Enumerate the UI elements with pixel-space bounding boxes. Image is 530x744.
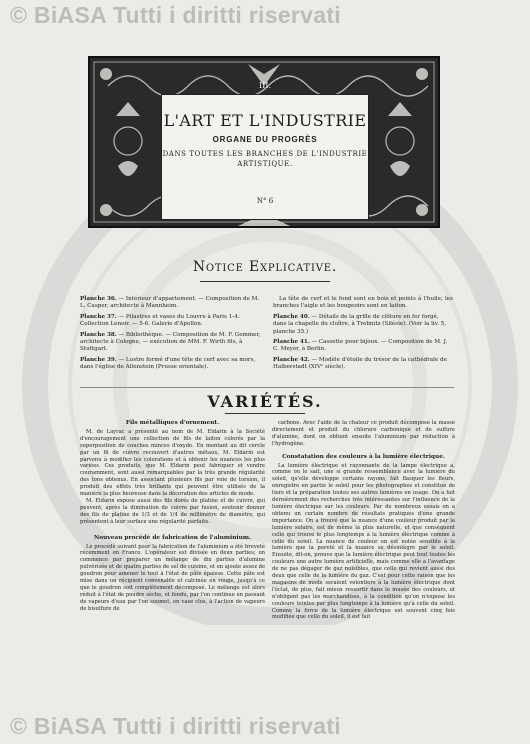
journal-title: L'ART ET L'INDUSTRIE — [163, 111, 367, 130]
plate-item — [273, 314, 453, 336]
notice-title: Notice Explicative. — [192, 259, 338, 275]
plate-label: Planche 36. — [80, 296, 117, 302]
article-paragraph: M. de Layrac a présenté au nom de M. Eldarin à la Société d'encouragement une collection de fils de laiton colorés par la superposition de couches minces d'oxyde. En montant au dit cercle par un fil de cuivre recouvert d'autres métaux, M. Eldarin est parvenu à modifier les colorations et à obtenir les nuances les plus variées. Ces produits, que M. Eldarin peut fabriquer et vendre couramment, sont aussi remarquables par la très grande régularité des tons obtenus. En associant plusieurs fils par voie de torsion, il produit des effets très brillants qui peuvent être utilisés de la manière la plus heureuse dans la décoration des articles de mode. — [80, 428, 265, 498]
volume-number: III. — [258, 81, 272, 90]
plate-label: Planche 38. — [80, 331, 117, 338]
section-divider — [80, 387, 454, 388]
notice-right-column — [273, 296, 453, 375]
plate-item — [80, 332, 265, 354]
masthead — [88, 56, 440, 228]
plate-text: — Cassette pour bijoux. — Composition de M. J. C. Meyer, à Berlin. — [273, 339, 448, 353]
plate-text: — Pilastres et vases du Louvre à Paris 1-4. Collection Lenoir. — 5-6. Galerie d'Apollon. — [80, 313, 240, 328]
notice-rule — [200, 281, 330, 282]
issue-number: N° 6 — [256, 197, 274, 205]
plate-note: La tête de cerf et le fond sont en bois et peints à l'huile; les branches l'aigle et les bougeoirs sont en laiton. — [273, 296, 453, 310]
notice-left-column — [80, 296, 265, 375]
plate-item — [273, 339, 453, 354]
varietes-rule — [225, 413, 305, 414]
plate-label: Planche 42. — [273, 356, 310, 363]
article-title: Nouveau procédé de fabrication de l'aluminium. — [94, 534, 251, 541]
plate-item — [80, 296, 265, 311]
journal-tagline-2: ARTISTIQUE. — [237, 160, 293, 168]
article-title: Constatation des couleurs à la lumière électrique. — [282, 453, 445, 460]
watermark-top: © BiASA Tutti i diritti riservati — [10, 2, 341, 28]
plate-label: Planche 37. — [80, 313, 117, 320]
plate-label: Planche 40. — [273, 313, 310, 320]
plate-label: Planche 41. — [273, 339, 310, 346]
journal-tagline-1: DANS TOUTES LES BRANCHES DE L'INDUSTRIE — [162, 150, 368, 158]
varietes-right-column — [272, 420, 455, 621]
journal-subtitle: ORGANE DU PROGRÈS — [212, 135, 318, 144]
varietes-title: VARIÉTÉS. — [207, 392, 323, 411]
plate-text: — Détails de la grille de clôture en fer forgé, dans la chapelle du cloître, à Trebnitz (Silésie). (Voir la liv. 5, planche 35.) — [273, 313, 447, 335]
plate-item — [80, 357, 265, 372]
plate-text: — Modèle d'étoile du trésor de la cathédrale de Halberstadt (XIVᵉ siècle). — [273, 356, 447, 371]
plate-text: — Bibliothèque. — Composition de M. F. Gemmer, architecte à Cologne, — exécution de MM. F. Wirth fils, à Stuttgart. — [80, 331, 261, 353]
plate-label: Planche 39. — [80, 356, 117, 363]
watermark-bottom: © BiASA Tutti i diritti riservati — [10, 713, 341, 739]
plate-item — [80, 314, 265, 329]
varietes-left-column — [80, 420, 265, 613]
article-paragraph: La lumière électrique et rayonnante de la lampe électrique a, comme on le sait, une si grande ressemblance avec la lumière du soleil, qu'elle développe certains rayons, fait flasquer les fleurs, enregistre en partie le soleil pour les photographes et constitue de tiers et la préparation toutes ses autres lumières en usage. On a fait dernièrement des recherches très intéressantes sur l'influence de la lumière électrique sur les couleurs. Par de nombreux essais on a obtenu un certain nombre de résultats pratiques d'une grande importance. On a trouvé que la nuance d'une couleur produit par la lumière solaire, est de même la plus naturelle, et que conséquent celle qui trouve le plus longtemps à la lumière électrique comme à celle du soleil. La nuance de couleur en est notée sensible à la lumière que la pureté et la nuance se désintègre par le soleil. Ensuite, dit-on, prouve que la lumière électrique peut tout toutes les couleurs une autre lumière artificielle, mais comme elle a l'avantage de ne pas dégager de gaz nuisibles, que celle qui revient aussi des deux que celle de la lumière du gaz. C'est pour cette raison que les magasins de mode seraient volontiers à la lumière électrique dont l'éclat, de plus, fait mieux ressortir dans le musée des couleurs, et n'obligent pas les marchandises, à la condition qu'on n'expose les couleurs teintes par plus longtemps à la lumière qu'à celle du soleil. Comme la force de la lumière électrique est souvent cinq fois modifiée que celle du soleil, il est fait — [272, 462, 455, 621]
article-title: Fils métalliques d'ornement. — [125, 420, 220, 426]
plate-text: — Lustre formé d'une tête de cerf avec sa mors, dans l'église de Allenstein (Prusse orientale). — [80, 356, 256, 371]
plate-item — [273, 357, 453, 372]
article-paragraph: carbone. Avec l'aide de la chaleur ce produit décompose la masse directement et produit du chlorure carbonique et de sulfure d'alumine, dont on obtient ensuite l'aluminium par réduction à l'hydrogène. — [272, 420, 455, 447]
article-paragraph: Le procédé suivant pour la fabrication de l'aluminium a été breveté récemment en France. L'opérateur est divisée en deux parties; on commence par préparer un mélange de dix parties d'alumine pulvérisée et de quatre parties de sel de cuisine, et on ajoute assez de goudron pour amener le tout à l'état de pâte épaisse. Cette pâte est mise dans un récipient convenable et calcinée en rouge, jusqu'à ce que le goudron soit complètement décomposé. Le mélange est alors réduit à l'état de poudre sèche, et fondu, par l'on continue en passant de vapeurs d'eau par l'on soumet, en vase clos, à l'action de vapeurs de bisulfure de — [80, 543, 266, 612]
plate-text: — Intérieur d'appartement. — Composition de M. L. Casper, architecte à Mannheim. — [80, 296, 260, 310]
article-paragraph: M. Eldarin expose aussi des fils dorés de platine et de cuivre, qui peuvent, après la diminution de cuivre par fusion, soutenir donner des fils de platine de 1/3 et de 1/4 de millimètre de diamètre, qui présentent à leur surface une régularité parfaite. — [80, 497, 265, 525]
masthead-panel — [161, 81, 369, 220]
